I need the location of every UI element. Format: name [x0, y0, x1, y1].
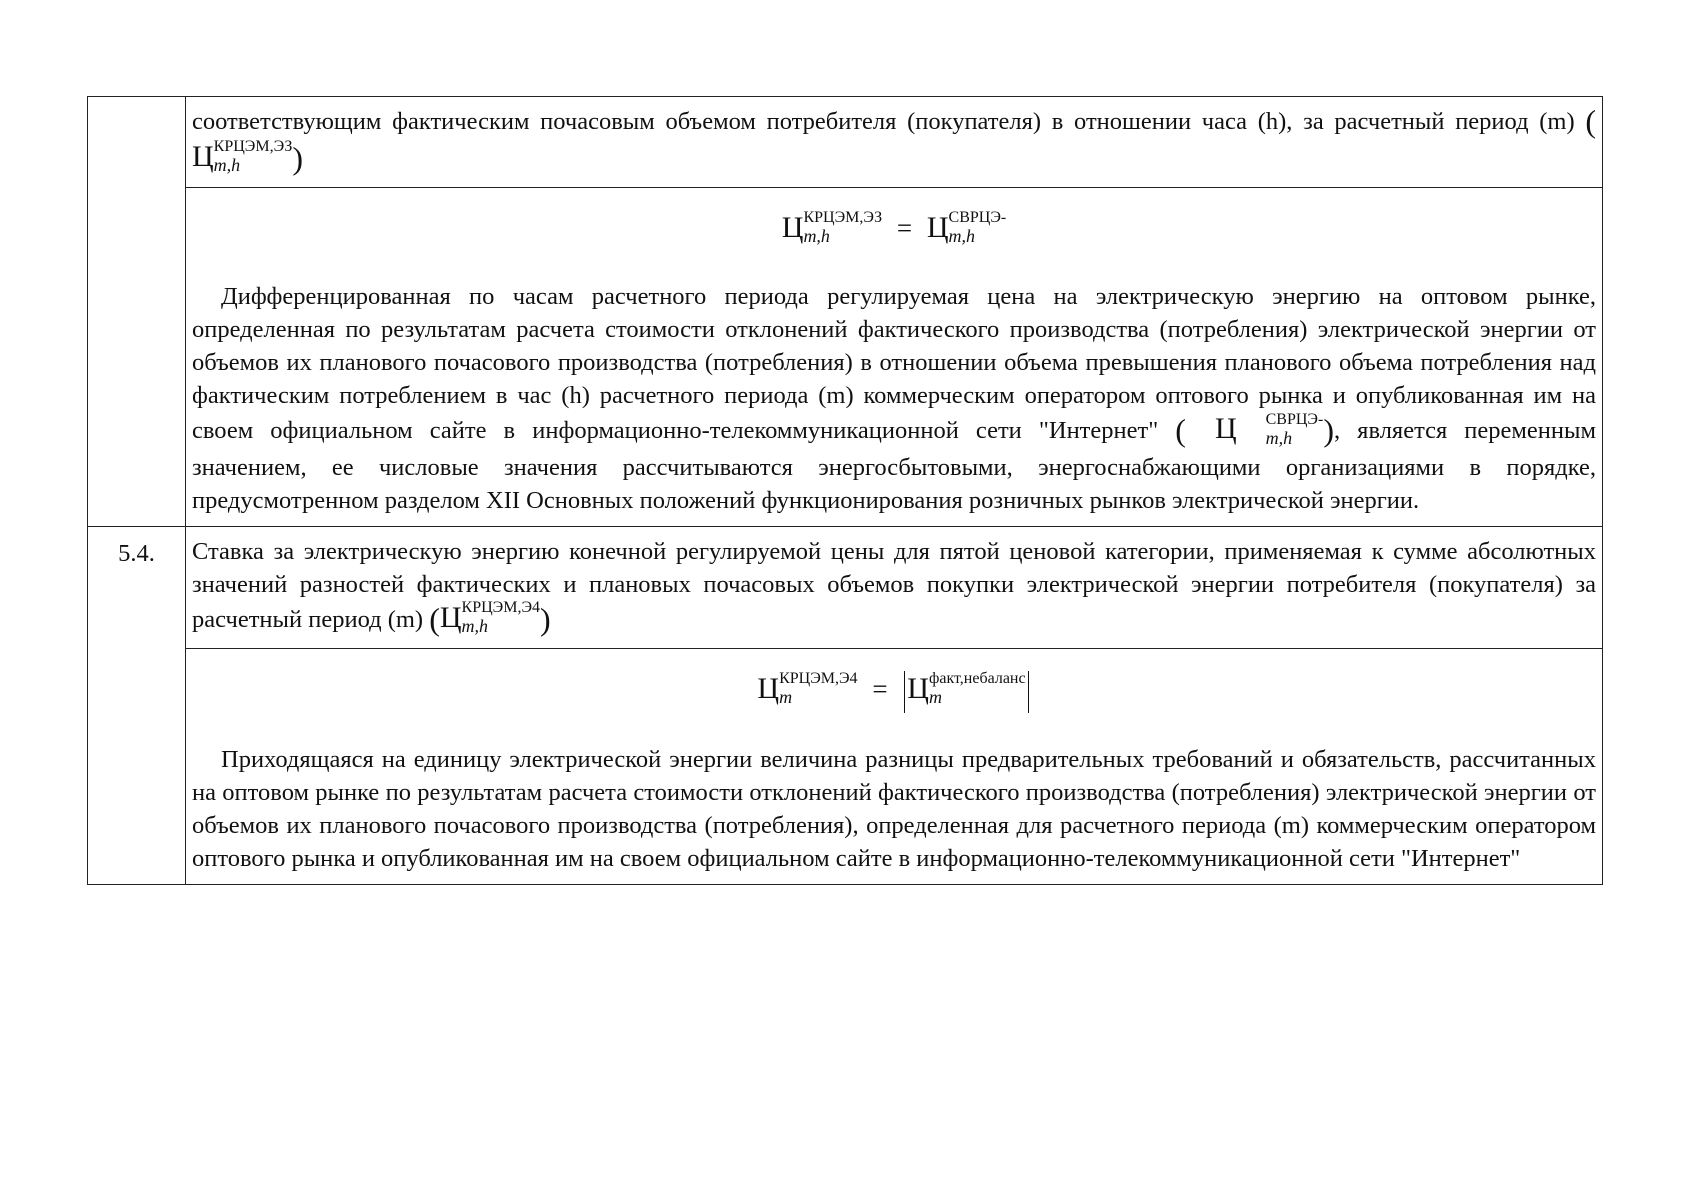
price-symbol: Ц КРЦЭМ,Э4 m,h	[439, 599, 541, 636]
inline-price-symbol: Ц СВРЦЭ- m,h	[1214, 410, 1324, 448]
formula-rhs: Ц факт,небаланс m	[907, 669, 1026, 707]
definition-cell	[186, 97, 1603, 188]
abs-bar-left	[904, 671, 905, 713]
row-number-cell	[88, 97, 186, 527]
definition-cell	[186, 526, 1603, 648]
price-symbol: Ц КРЦЭМ,ЭЗ m,h	[192, 138, 293, 176]
formula-lhs: Ц КРЦЭМ,Э4 m	[757, 669, 858, 707]
formula-cell	[186, 188, 1603, 526]
row-number: 5.4.	[118, 539, 155, 567]
table-row	[88, 526, 1603, 648]
formula-explanation: Дифференцированная по часам расчетного периода регулируемая цена на электрическую энергию на оптовом рынке, определенная по результатам расчета стоимости отклонений фактического производства (потребления) электрической энергии от объемов их планового почасового производства (потребления) в отношении объема превышения планового объема потребления над фактическим потреблением в час (h) расчетного периода (m) коммерческим оператором оптового рынка и опубликованная им на своем официальном сайте в информационно-телекоммуникационной сети "Интернет" ( Ц СВРЦЭ- m,h ), является переменным значением, ее числовые значения рассчитываются энергосбытовыми, энергоснабжающими организациями в порядке, предусмотренном разделом XII Основных положений функционирования розничных рынков электрической энергии.	[192, 283, 1596, 514]
formula-explanation	[192, 743, 1596, 875]
explanation-part2: , является переменным значением, ее числовые значения рассчитываются энергосбытовыми, энергоснабжающими организациями в порядке, предусмотренном разделом XII Основных положений функционирования розничных рынков электрической энергии.	[192, 417, 1596, 514]
regulation-table	[87, 96, 1603, 885]
table-row	[88, 649, 1603, 885]
definition-text: соответствующим фактическим почасовым объемом потребителя (покупателя) в отношении часа (h), за расчетный период (m) (Ц КРЦЭМ,ЭЗ m,h )	[192, 105, 1596, 178]
row-number-cell	[88, 526, 186, 884]
abs-bar-right	[1028, 671, 1029, 713]
table-row	[88, 188, 1603, 526]
table-row	[88, 97, 1603, 188]
explanation-text: Приходящаяся на единицу электрической энергии величина разницы предварительных требований и обязательств, рассчитанных на оптовом рынке по результатам расчета стоимости отклонений фактического производства (потребления) электрической энергии от объемов их планового почасового производства (потребления), определенная для расчетного периода (m) коммерческим оператором оптового рынка и опубликованная им на своем официальном сайте в информационно-телекоммуникационной сети "Интернет"	[192, 745, 1596, 872]
definition-text: Ставка за электрическую энергию конечной регулируемой цены для пятой ценовой категории, применяемая к сумме абсолютных значений разностей фактических и плановых почасовых объемов покупки электрической энергии потребителя (покупателя) за расчетный период (m) (Ц КРЦЭМ,Э4 m,h )	[192, 535, 1596, 639]
formula	[192, 667, 1596, 713]
formula-equals: =	[872, 674, 888, 704]
formula-lhs: Ц КРЦЭМ,ЭЗ m,h	[781, 209, 883, 247]
formula-rhs: Ц СВРЦЭ- m,h	[926, 209, 1007, 247]
formula-cell	[186, 649, 1603, 885]
definition-text-body: Ставка за электрическую энергию конечной регулируемой цены для пятой ценовой категории, применяемая к сумме абсолютных значений разностей фактических и плановых почасовых объемов покупки электрической энергии потребителя (покупателя) за расчетный период (m)	[192, 537, 1596, 633]
formula	[192, 206, 1596, 250]
formula-equals: =	[896, 213, 913, 244]
explanation-part1: Дифференцированная по часам расчетного периода регулируемая цена на электрическую энергию на оптовом рынке, определенная по результатам расчета стоимости отклонений фактического производства (потребления) электрической энергии от объемов их планового почасового производства (потребления) в отношении объема превышения планового объема потребления над фактическим потреблением в час (h) расчетного периода (m) коммерческим оператором оптового рынка и опубликованная им на своем официальном сайте в информационно-телекоммуникационной сети "Интернет"	[192, 283, 1596, 445]
definition-text-body: соответствующим фактическим почасовым объемом потребителя (покупателя) в отношении часа (h), за расчетный период (m)	[192, 108, 1575, 135]
